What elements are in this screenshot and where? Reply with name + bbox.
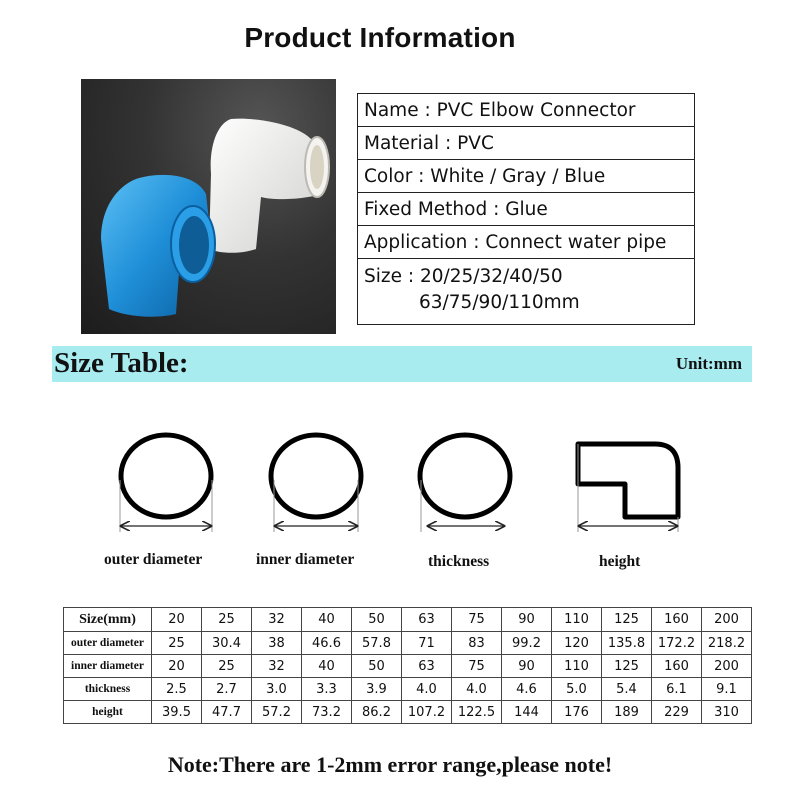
- table-cell: 5.0: [552, 678, 602, 701]
- row-header-outer: outer diameter: [64, 632, 152, 655]
- table-cell: 4.0: [452, 678, 502, 701]
- table-cell: 6.1: [652, 678, 702, 701]
- table-cell-size: 50: [352, 608, 402, 632]
- row-header-thickness: thickness: [64, 678, 152, 701]
- table-cell-size: 25: [202, 608, 252, 632]
- outer-diameter-diagram: [120, 435, 212, 532]
- table-cell-size: 200: [702, 608, 752, 632]
- info-material: Material : PVC: [358, 127, 695, 160]
- table-row-height: [64, 701, 752, 724]
- table-cell: 25: [152, 632, 202, 655]
- table-cell: 3.3: [302, 678, 352, 701]
- table-cell-size: 32: [252, 608, 302, 632]
- table-cell: 200: [702, 655, 752, 678]
- size-table: [63, 607, 752, 724]
- table-cell: 83: [452, 632, 502, 655]
- inner-diameter-diagram: [271, 435, 361, 532]
- table-cell: 3.0: [252, 678, 302, 701]
- table-cell: 32: [252, 655, 302, 678]
- table-cell-size: 20: [152, 608, 202, 632]
- table-cell: 310: [702, 701, 752, 724]
- table-cell: 3.9: [352, 678, 402, 701]
- note-text: Note:There are 1-2mm error range,please note!: [167, 752, 613, 777]
- height-diagram: [578, 444, 678, 532]
- table-cell: 135.8: [602, 632, 652, 655]
- table-cell: 4.0: [402, 678, 452, 701]
- table-cell-size: 160: [652, 608, 702, 632]
- table-cell: 229: [652, 701, 702, 724]
- table-cell: 50: [352, 655, 402, 678]
- table-cell: 38: [252, 632, 302, 655]
- info-size-line1: Size : 20/25/32/40/50: [364, 266, 563, 287]
- page-title: Product Information: [244, 22, 516, 53]
- table-cell: 4.6: [502, 678, 552, 701]
- table-cell: 71: [402, 632, 452, 655]
- table-row-outer: [64, 632, 752, 655]
- info-name: Name : PVC Elbow Connector: [358, 94, 695, 127]
- thickness-diagram: [420, 435, 510, 532]
- size-table-heading: Size Table:: [54, 347, 189, 379]
- table-cell: 189: [602, 701, 652, 724]
- unit-label: Unit:mm: [675, 354, 742, 373]
- table-cell: 63: [402, 655, 452, 678]
- row-header-height: height: [64, 701, 152, 724]
- table-cell-size: 110: [552, 608, 602, 632]
- table-cell-size: 40: [302, 608, 352, 632]
- blue-elbow: [101, 175, 215, 317]
- product-info-table: [357, 93, 695, 325]
- row-header-inner: inner diameter: [64, 655, 152, 678]
- table-cell-size: 125: [602, 608, 652, 632]
- table-cell: 57.8: [352, 632, 402, 655]
- table-cell: 25: [202, 655, 252, 678]
- table-cell: 122.5: [452, 701, 502, 724]
- table-cell: 75: [452, 655, 502, 678]
- height-label: height: [599, 553, 641, 570]
- inner-diameter-label: inner diameter: [256, 551, 355, 568]
- table-cell-size: 90: [502, 608, 552, 632]
- table-cell: 20: [152, 655, 202, 678]
- table-cell: 73.2: [302, 701, 352, 724]
- table-cell: 218.2: [702, 632, 752, 655]
- table-cell: 86.2: [352, 701, 402, 724]
- table-cell-size: 63: [402, 608, 452, 632]
- table-row-inner: [64, 655, 752, 678]
- table-cell: 176: [552, 701, 602, 724]
- table-cell: 99.2: [502, 632, 552, 655]
- table-cell: 46.6: [302, 632, 352, 655]
- info-size-line2: 63/75/90/110mm: [419, 292, 580, 313]
- elbow-connectors-illustration: [81, 79, 336, 334]
- table-cell: 110: [552, 655, 602, 678]
- table-cell: 90: [502, 655, 552, 678]
- outer-diameter-label: outer diameter: [104, 551, 203, 568]
- table-cell: 2.5: [152, 678, 202, 701]
- info-size: [358, 259, 695, 325]
- table-cell: 120: [552, 632, 602, 655]
- table-cell: 125: [602, 655, 652, 678]
- info-fixed-method: Fixed Method : Glue: [358, 193, 695, 226]
- table-cell: 107.2: [402, 701, 452, 724]
- table-row-thickness: [64, 678, 752, 701]
- info-color: Color : White / Gray / Blue: [358, 160, 695, 193]
- table-cell: 30.4: [202, 632, 252, 655]
- table-cell: 40: [302, 655, 352, 678]
- row-header-size: Size(mm): [64, 608, 152, 632]
- table-cell: 57.2: [252, 701, 302, 724]
- table-cell: 47.7: [202, 701, 252, 724]
- product-photo: [81, 79, 336, 334]
- table-cell: 39.5: [152, 701, 202, 724]
- info-application: Application : Connect water pipe: [358, 226, 695, 259]
- table-cell: 172.2: [652, 632, 702, 655]
- measurement-diagrams: [0, 420, 800, 580]
- table-cell: 2.7: [202, 678, 252, 701]
- white-elbow: [209, 119, 329, 253]
- table-cell: 5.4: [602, 678, 652, 701]
- size-table-band: [52, 346, 752, 382]
- table-cell: 160: [652, 655, 702, 678]
- table-row-header: [64, 608, 752, 632]
- table-cell-size: 75: [452, 608, 502, 632]
- table-cell: 9.1: [702, 678, 752, 701]
- thickness-label: thickness: [428, 553, 490, 570]
- table-cell: 144: [502, 701, 552, 724]
